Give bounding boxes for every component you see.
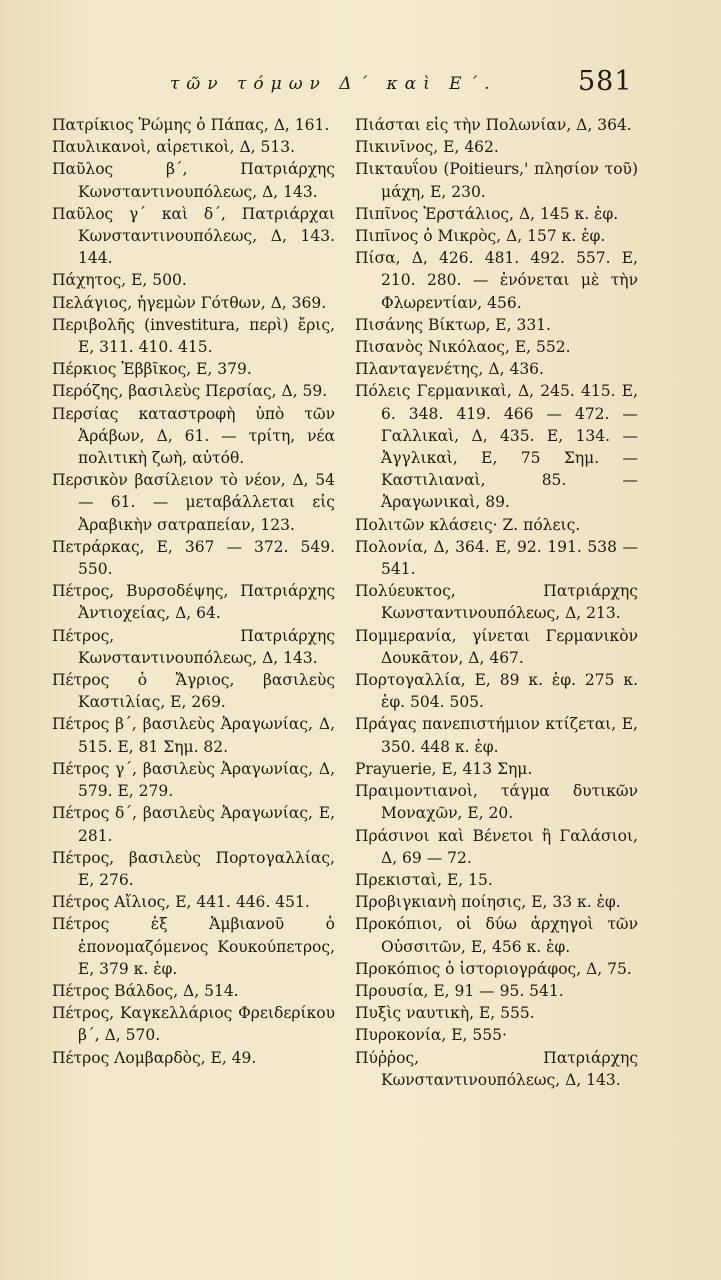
index-entry: Πορτογαλλία, Ε, 89 κ. ἑφ. 275 κ. ἑφ. 504. 505. <box>355 671 638 712</box>
index-entry: Πέτρος Λομβαρδὸς, Ε, 49. <box>52 1048 257 1067</box>
index-entry: Πέτρος, Πατριάρχης Κωνσταντινουπόλεως, Δ, 143. <box>52 626 335 667</box>
index-entry: Πικινῖνος, Ε, 462. <box>355 138 499 157</box>
index-entry: Πέτρος, Καγκελλάριος Φρειδερίκου β΄, Δ, 570. <box>52 1004 335 1045</box>
index-entry: Πιπῖνος ὁ Μικρὸς, Δ, 157 κ. ἑφ. <box>355 227 606 246</box>
index-entry: Προβιγκιανὴ ποίησις, Ε, 33 κ. ἑφ. <box>355 893 621 912</box>
index-entry: Προκόπιοι, οἱ δύω ἀρχηγοὶ τῶν Οὐσσιτῶν, Ε, 456 κ. ἑφ. <box>355 915 638 956</box>
index-entry: Πολύευκτος, Πατριάρχης Κωνσταντινουπόλεως, Δ, 213. <box>355 582 638 623</box>
index-entry: Πλανταγενέτης, Δ, 436. <box>355 360 544 379</box>
index-entry: Περόζης, βασιλεὺς Περσίας, Δ, 59. <box>52 382 328 401</box>
index-entry: Παυλικανοὶ, αἱρετικοὶ, Δ, 513. <box>52 138 295 157</box>
index-entry: Πυξὶς ναυτικὴ, Ε, 555. <box>355 1004 535 1023</box>
index-entry: Προκόπιος ὁ ἱστοριογράφος, Δ, 75. <box>355 959 632 978</box>
running-head: τῶν τόμων Δ΄ καὶ Ε΄. <box>170 74 497 94</box>
index-entry: Prayuerie, Ε, 413 Σημ. <box>355 759 533 778</box>
index-entry: Πολιτῶν κλάσεις· Ζ. πόλεις. <box>355 515 581 534</box>
index-entry: Πρεκισταὶ, Ε, 15. <box>355 870 493 889</box>
index-entry: Προυσία, Ε, 91 — 95. 541. <box>355 981 564 1000</box>
index-entry: Πομμερανία, γίνεται Γερμανικὸν Δουκᾶτον, Δ, 467. <box>355 626 638 667</box>
page-header <box>0 64 721 104</box>
index-entry: Πέτρος ἐξ Ἀμβιανοῦ ὁ ἐπονομαζόμενος Κουκούπετρος, Ε, 379 κ. ἑφ. <box>52 915 335 978</box>
index-entry: Πετράρκας, Ε, 367 — 372. 549. 550. <box>52 537 335 579</box>
index-entry: Πικταυΐου (Poitieurs,' πλησίον τοῦ) μάχη, Ε, 230. <box>355 160 638 201</box>
index-entry: Πισάνης Βίκτωρ, Ε, 331. <box>355 315 551 334</box>
index-entry: Πέτρος Αἴλιος, Ε, 441. 446. 451. <box>52 893 310 912</box>
index-column-left <box>52 114 335 1069</box>
index-entry: Πισανὸς Νικόλαος, Ε, 552. <box>355 338 571 357</box>
index-entry: Πράγας πανεπιστήμιον κτίζεται, Ε, 350. 448 κ. ἑφ. <box>355 715 638 756</box>
index-entry: Πιπῖνος Ἐρστάλιος, Δ, 145 κ. ἑφ. <box>355 204 619 223</box>
page-number: 581 <box>578 66 633 97</box>
index-entry: Πέτρος, βασιλεὺς Πορτογαλλίας, Ε, 276. <box>52 848 335 889</box>
index-entry: Πέτρος δ΄, βασιλεὺς Ἀραγωνίας, Ε, 281. <box>52 804 335 845</box>
index-entry: Πάχητος, Ε, 500. <box>52 271 187 290</box>
index-entry: Πραιμοντιανοὶ, τάγμα δυτικῶν Μοναχῶν, Ε, 20. <box>355 782 638 823</box>
index-entry: Περιβολῆς (investitura, περὶ) ἔρις, Ε, 311. 410. 415. <box>52 315 335 357</box>
index-entry: Πέτρος β΄, βασιλεὺς Ἀραγωνίας, Δ, 515. Ε, 81 Σημ. 82. <box>52 715 335 756</box>
index-entry: Παῦλος γ΄ καὶ δ΄, Πατριάρχαι Κωνσταντινουπόλεως, Δ, 143. 144. <box>52 204 335 268</box>
index-entry: Παῦλος β΄, Πατριάρχης Κωνσταντινουπόλεως, Δ, 143. <box>52 160 335 201</box>
index-entry: Πύῤῥος, Πατριάρχης Κωνσταντινουπόλεως, Δ, 143. <box>355 1048 638 1089</box>
index-entry: Πέτρος ὁ Ἄγριος, βασιλεὺς Καστιλίας, Ε, 269. <box>52 671 335 712</box>
index-entry: Πελάγιος, ἡγεμὼν Γότθων, Δ, 369. <box>52 293 327 312</box>
index-entry: Πατρίκιος Ῥώμης ὁ Πάπας, Δ, 161. <box>52 116 330 134</box>
index-entry: Περσίας καταστροφὴ ὑπὸ τῶν Ἀράβων, Δ, 61. — τρίτη, νέα πολιτικὴ ζωὴ, αὐτόθ. <box>52 404 335 468</box>
index-entry: Πίσα, Δ, 426. 481. 492. 557. Ε, 210. 280. — ἑνόνεται μὲ τὴν Φλωρεντίαν, 456. <box>355 249 638 312</box>
index-entry: Πέτρος γ΄, βασιλεὺς Ἀραγωνίας, Δ, 579. Ε, 279. <box>52 759 335 801</box>
index-entry: Περσικὸν βασίλειον τὸ νέον, Δ, 54 — 61. — μεταβάλλεται εἰς Ἀραβικὴν σατραπείαν, 123. <box>52 471 335 534</box>
index-entry: Πράσινοι καὶ Βένετοι ἢ Γαλάσιοι, Δ, 69 — 72. <box>355 826 638 867</box>
index-entry: Πολονία, Δ, 364. Ε, 92. 191. 538 — 541. <box>355 537 638 579</box>
index-entry: Πέτρος Βάλδος, Δ, 514. <box>52 981 239 1000</box>
index-column-right <box>355 114 638 1091</box>
index-entry: Πιάσται εἰς τὴν Πολωνίαν, Δ, 364. <box>355 116 632 134</box>
index-entry: Πόλεις Γερμανικαὶ, Δ, 245. 415. Ε, 6. 348. 419. 466 — 472. — Γαλλικαὶ, Δ, 435. Ε, 134. — Ἀγγλικαὶ, Ε, 75 Σημ. — Καστιλιαναὶ, 85. — Ἀραγωνικαὶ, 89. <box>355 382 638 512</box>
index-entry: Πέτρος, Βυρσοδέψης, Πατριάρχης Ἀντιοχείας, Δ, 64. <box>52 582 335 623</box>
index-entry: Πέρκιος Ἐββῖκος, Ε, 379. <box>52 360 252 379</box>
index-entry: Πυροκονία, Ε, 555· <box>355 1026 507 1045</box>
